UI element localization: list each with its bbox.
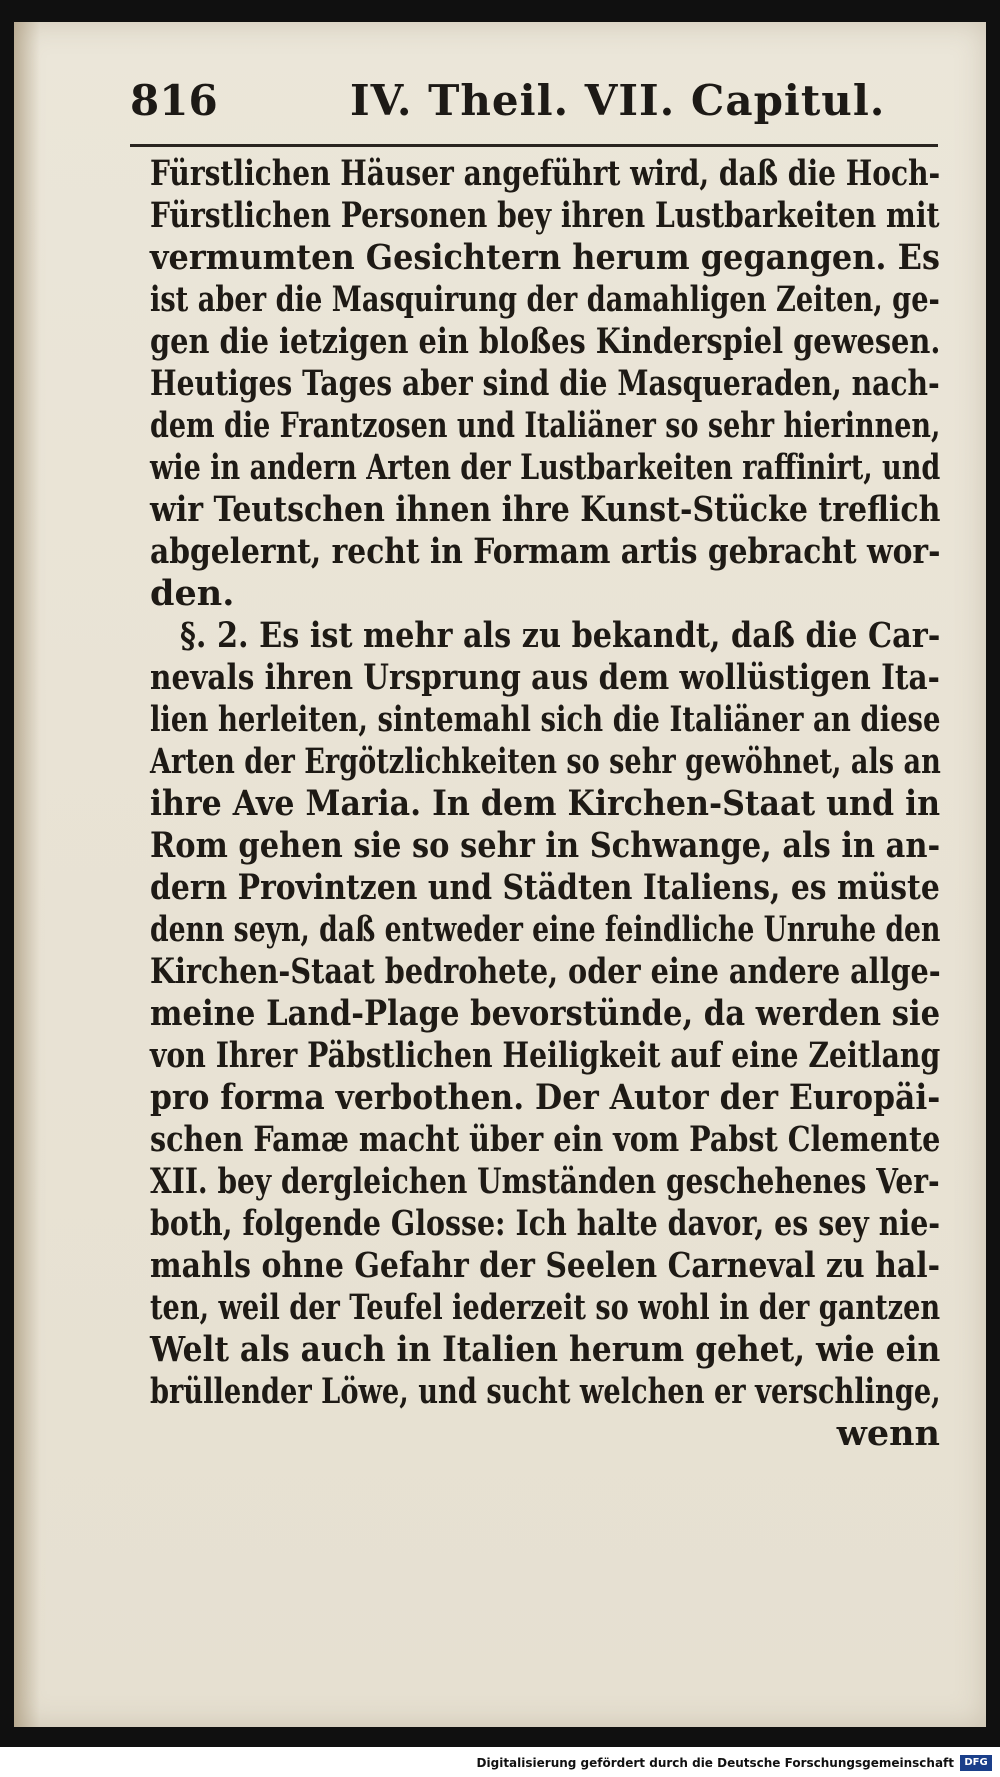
digitization-footer [0,1747,1000,1777]
text-line: ten, weil der Teufel iederzeit so wohl in der gantzen [150,1287,941,1328]
header-rule [130,144,938,147]
text-line: dem die Frantzosen und Italiäner so sehr hierinnen, [150,405,941,446]
text-line: abgelernt, recht in Formam artis gebracht wor- [150,531,941,572]
text-line: von Ihrer Päbstlichen Heiligkeit auf eine Zeitlang [150,1035,941,1076]
text-line: gen die ietzigen ein bloßes Kinderspiel gewesen. [150,321,941,362]
text-line: both, folgende Glosse: Ich halte davor, es sey nie- [150,1203,941,1244]
text-line: ihre Ave Maria. In dem Kirchen-Staat und in [150,783,941,824]
text-line: wie in andern Arten der Lustbarkeiten raffinirt, und [150,447,941,488]
text-line: wir Teutschen ihnen ihre Kunst-Stücke treflich [150,489,941,530]
text-line: Rom gehen sie so sehr in Schwange, als in an- [150,825,941,866]
text-line: pro forma verbothen. Der Autor der Europäi- [150,1077,941,1118]
catchword: wenn [836,1413,940,1454]
text-line: Fürstlichen Häuser angeführt wird, daß die Hoch- [150,153,941,194]
text-line: meine Land-Plage bevorstünde, da werden sie [150,993,941,1034]
text-line: ist aber die Masquirung der damahligen Zeiten, ge- [150,279,940,320]
text-line: lien herleiten, sintemahl sich die Italiäner an diese [150,699,941,740]
paragraph-start-line: §. 2. Es ist mehr als zu bekandt, daß die Car- [180,615,941,656]
text-line: brüllender Löwe, und sucht welchen er verschlinge, [150,1371,941,1412]
text-line: schen Famæ macht über ein vom Pabst Clemente [150,1119,941,1160]
text-line: Welt als auch in Italien herum gehet, wie ein [150,1329,941,1370]
text-line: XII. bey dergleichen Umständen geschehenes Ver- [150,1161,940,1202]
text-line: Fürstlichen Personen bey ihren Lustbarkeiten mit [150,195,940,236]
text-line: mahls ohne Gefahr der Seelen Carneval zu hal- [150,1245,941,1286]
text-line: Arten der Ergötzlichkeiten so sehr gewöhnet, als an [150,741,941,782]
text-line: nevals ihren Ursprung aus dem wollüstigen Ita- [150,657,940,698]
page-number: 816 [130,76,218,125]
dfg-logo: DFG [960,1755,992,1771]
text-line: denn seyn, daß entweder eine feindliche Unruhe den [150,909,941,950]
text-line: Heutiges Tages aber sind die Masqueraden, nach- [150,363,940,404]
text-line: dern Provintzen und Städten Italiens, es müste [150,867,940,908]
page-header [130,70,940,140]
funding-credit: Digitalisierung gefördert durch die Deutsche Forschungsgemeinschaft [476,1756,954,1770]
text-line: Kirchen-Staat bedrohete, oder eine andere allge- [150,951,941,992]
text-line: vermumten Gesichtern herum gegangen. Es [150,237,940,278]
text-line: den. [150,573,235,614]
running-head: IV. Theil. VII. Capitul. [350,76,886,125]
